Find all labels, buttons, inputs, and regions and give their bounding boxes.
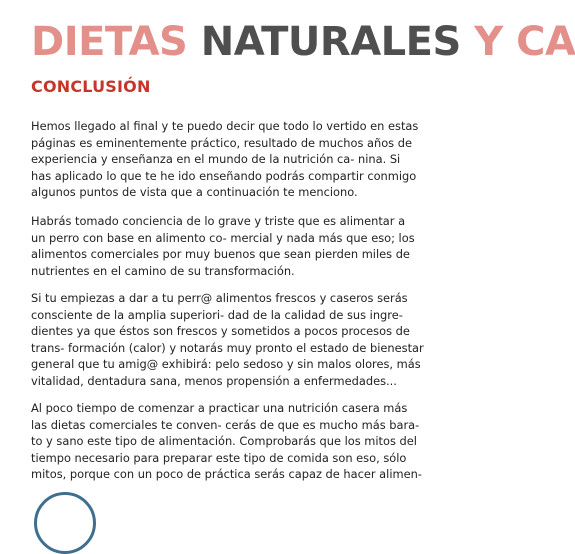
paragraph-line: vitalidad, dentadura sana, menos propensión a enfermedades... [31,373,397,388]
paragraph-line: las dietas comerciales te conven- cerás de que es mucho más bara- [31,417,420,432]
paragraph-line: un perro con base en alimento co- mercial y nada más que eso; los [31,230,415,245]
paragraph-line: Al poco tiempo de comenzar a practicar una nutrición casera más [31,401,408,415]
paragraph-line: nutrientes en el camino de su transformación. [31,263,295,278]
paragraph-line: dientes ya que éstos son frescos y sometidos a pocos procesos de [31,324,410,338]
decorative-circle-icon [34,492,96,554]
title-word-y-ca: Y CA [474,19,575,65]
paragraph-line: tiempo necesario para preparar este tipo de comida son eso, sólo [31,450,407,465]
paragraph-line: consciente de la amplia superiori- dad de la calidad de sus ingre- [31,307,403,322]
paragraph-line: to y sano este tipo de alimentación. Comprobarás que los mitos del [31,434,417,448]
title-word-naturales: NATURALES [200,19,461,65]
paragraph-line: general que tu amig@ exhibirá: pelo sedoso y sin malos olores, más [31,357,421,371]
paragraph [31,213,415,279]
paragraph-line: has aplicado lo que te he ido enseñando podrás compartir conmigo [31,168,417,183]
section-heading: CONCLUSIÓN [31,77,151,96]
paragraph-line: trans- formación (calor) y notarás muy pronto el estado de bienestar [31,340,424,355]
paragraph-line: alimentos comerciales por muy buenos que sean pierden miles de [31,247,410,261]
paragraph-line: mitos, porque con un poco de práctica serás capaz de hacer alimen- [31,467,422,481]
paragraph-line: Si tu empiezas a dar a tu perr@ alimentos frescos y caseros serás [31,291,408,305]
page-title [31,18,575,66]
paragraph-line: Hemos llegado al final y te puedo decir que todo lo vertido en estas [31,119,419,133]
paragraph-line: Habrás tomado conciencia de lo grave y triste que es alimentar a [31,214,406,228]
paragraph [31,118,419,201]
paragraph [31,290,424,389]
paragraph-line: experiencia y enseñanza en el mundo de la nutrición ca- nina. Si [31,152,401,166]
paragraph [31,400,422,483]
paragraph-line: páginas es eminentemente práctico, resultado de muchos años de [31,135,412,150]
title-word-dietas: DIETAS [31,19,188,65]
paragraph-line: algunos puntos de vista que a continuación te menciono. [31,185,358,199]
